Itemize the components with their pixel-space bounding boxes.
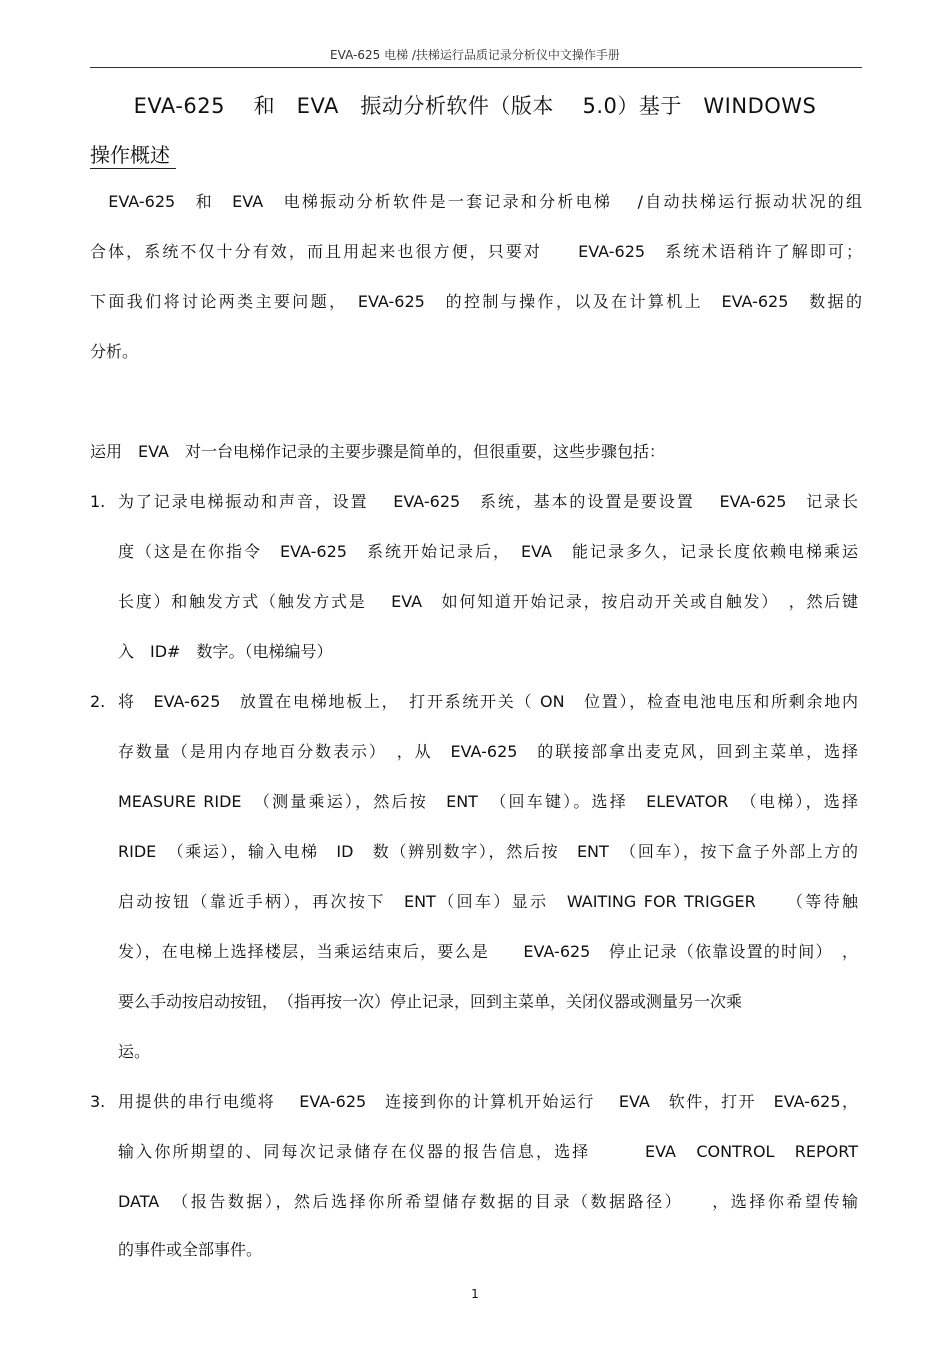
intro-line: 合体，系统不仅十分有效，而且用起来也很方便，只要对 EVA-625 系统术语稍许了解即可； <box>90 242 862 261</box>
step-line: 长度）和触发方式（触发方式是 EVA 如何知道开始记录，按启动开关或自触发） ，然后键 <box>118 592 858 611</box>
step-line: 的事件或全部事件。 <box>118 1240 263 1259</box>
step-number: 3. <box>90 1092 106 1111</box>
step-line: DATA （报告数据），然后选择你所希望储存数据的目录（数据路径） ，选择你希望传输 <box>118 1192 858 1211</box>
steps-intro: 运用 EVA 对一台电梯作记录的主要步骤是简单的，但很重要，这些步骤包括： <box>90 442 665 461</box>
step-line: 要么手动按启动按钮， （指再按一次）停止记录，回到主菜单，关闭仪器或测量另一次乘 <box>118 992 743 1011</box>
page-number: 1 <box>471 1287 479 1301</box>
step-line: 度（这是在你指令 EVA-625 系统开始记录后， EVA 能记录多久，记录长度依赖电梯乘运 <box>118 542 858 561</box>
step-line: 入 ID# 数字。（电梯编号） <box>118 642 333 661</box>
header-divider <box>90 67 862 68</box>
running-header: EVA-625 电梯 /扶梯运行品质记录分析仪中文操作手册 <box>330 48 620 62</box>
step-line: 将 EVA-625 放置在电梯地板上， 打开系统开关（ ON 位置），检查电池电压和所剩余地内 <box>118 692 858 711</box>
intro-line: EVA-625 和 EVA 电梯振动分析软件是一套记录和分析电梯 /自动扶梯运行振动状况的组 <box>90 192 862 211</box>
step-number: 1. <box>90 492 106 511</box>
step-line: 用提供的串行电缆将 EVA-625 连接到你的计算机开始运行 EVA 软件，打开 EVA-625， <box>118 1092 858 1111</box>
step-line: 输入你所期望的、同每次记录储存在仪器的报告信息，选择 EVA CONTROL REPORT <box>118 1142 858 1161</box>
step-line: 运。 <box>118 1042 151 1061</box>
step-number: 2. <box>90 692 106 711</box>
step-line: RIDE （乘运），输入电梯 ID 数（辨别数字），然后按 ENT （回车），按下盒子外部上方的 <box>118 842 858 861</box>
step-line: 启动按钮（靠近手柄），再次按下 ENT（回车）显示 WAITING FOR TRIGGER （等待触 <box>118 892 858 911</box>
step-line: MEASURE RIDE （测量乘运），然后按 ENT （回车键）。选择 ELEVATOR （电梯），选择 <box>118 792 858 811</box>
step-line: 存数量（是用内存地百分数表示） ，从 EVA-625 的联接部拿出麦克风，回到主菜单，选择 <box>118 742 858 761</box>
step-line: 为了记录电梯振动和声音，设置 EVA-625 系统，基本的设置是要设置 EVA-625 记录长 <box>118 492 858 511</box>
step-line: 发），在电梯上选择楼层，当乘运结束后，要么是 EVA-625 停止记录（依靠设置的时间） ， <box>118 942 858 961</box>
intro-line: 下面我们将讨论两类主要问题， EVA-625 的控制与操作，以及在计算机上 EVA-625 数据的 <box>90 292 862 311</box>
document-title: EVA-625 和 EVA 振动分析软件（版本 5.0）基于 WINDOWS <box>133 94 817 118</box>
section-heading: 操作概述 <box>90 142 176 169</box>
intro-line: 分析。 <box>90 342 139 361</box>
